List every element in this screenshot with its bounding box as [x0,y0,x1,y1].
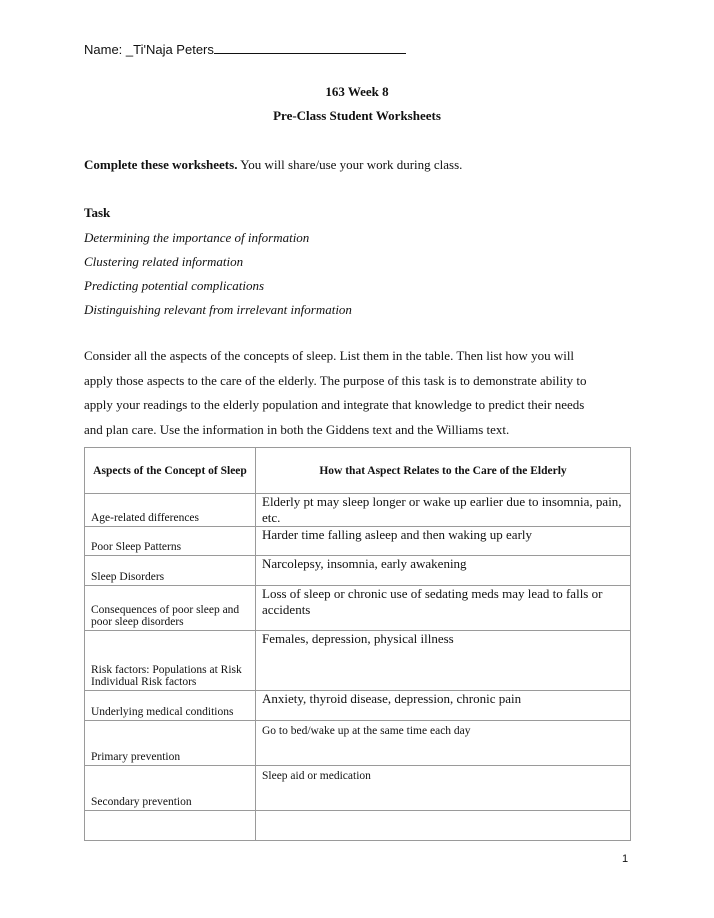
task-item: Distinguishing relevant from irrelevant information [84,302,352,317]
risk-individual-label: Individual Risk factors [91,676,197,688]
table-row [85,631,631,691]
task-item: Predicting potential complications [84,278,265,293]
table-row [85,811,631,841]
relation-cell: Elderly pt may sleep longer or wake up earlier due to insomnia, pain, etc. [256,494,631,527]
paragraph-line: and plan care. Use the information in both the Giddens text and the Williams text. [84,421,510,437]
column-header: Aspects of the Concept of Sleep [85,448,256,494]
task-item: Determining the importance of information [84,230,310,245]
relation-cell: Anxiety, thyroid disease, depression, chronic pain [256,691,631,721]
aspect-cell [85,631,256,691]
table-row [85,586,631,631]
task-item: Clustering related information [84,254,244,269]
table-row [85,721,631,766]
worksheet-title: Pre-Class Student Worksheets [273,108,441,123]
name-line [84,42,406,57]
table-row [85,691,631,721]
table-row [85,766,631,811]
relation-cell: Narcolepsy, insomnia, early awakening [256,556,631,586]
relation-cell [256,811,631,841]
aspect-cell: Consequences of poor sleep and poor sleep disorders [85,586,256,631]
week-title: 163 Week 8 [325,84,389,99]
instructions [84,157,462,173]
relation-cell: Females, depression, physical illness [256,631,631,691]
aspect-cell [85,811,256,841]
table-row [85,527,631,556]
name-underline [214,42,406,54]
aspect-cell: Sleep Disorders [85,556,256,586]
table-row [85,494,631,527]
relation-cell: Harder time falling asleep and then waking up early [256,527,631,556]
relation-cell: Loss of sleep or chronic use of sedating meds may lead to falls or accidents [256,586,631,631]
risk-populations-label: Risk factors: Populations at Risk [91,664,242,676]
task-heading: Task [84,205,111,220]
table-header-row [85,448,631,494]
page-number: 1 [622,853,629,865]
paragraph-line: apply those aspects to the care of the elderly. The purpose of this task is to demonstrate ability to [84,372,587,388]
aspect-cell: Underlying medical conditions [85,691,256,721]
aspect-cell: Primary prevention [85,721,256,766]
relation-cell: Sleep aid or medication [256,766,631,811]
aspect-cell: Age-related differences [85,494,256,527]
table-row [85,556,631,586]
paragraph-line: apply your readings to the elderly population and integrate that knowledge to predict their needs [84,397,585,412]
instructions-rest: You will share/use your work during class. [237,157,463,172]
paragraph-line: Consider all the aspects of the concepts of sleep. List them in the table. Then list how you will [84,348,575,363]
aspect-cell: Poor Sleep Patterns [85,527,256,556]
relation-cell: Go to bed/wake up at the same time each day [256,721,631,766]
sleep-concept-table [84,447,631,841]
instruction-paragraph [84,344,644,442]
aspect-cell: Secondary prevention [85,766,256,811]
name-label: Name: _Ti'Naja Peters [84,42,214,57]
column-header: How that Aspect Relates to the Care of the Elderly [256,448,631,494]
instructions-bold: Complete these worksheets. [84,157,238,172]
